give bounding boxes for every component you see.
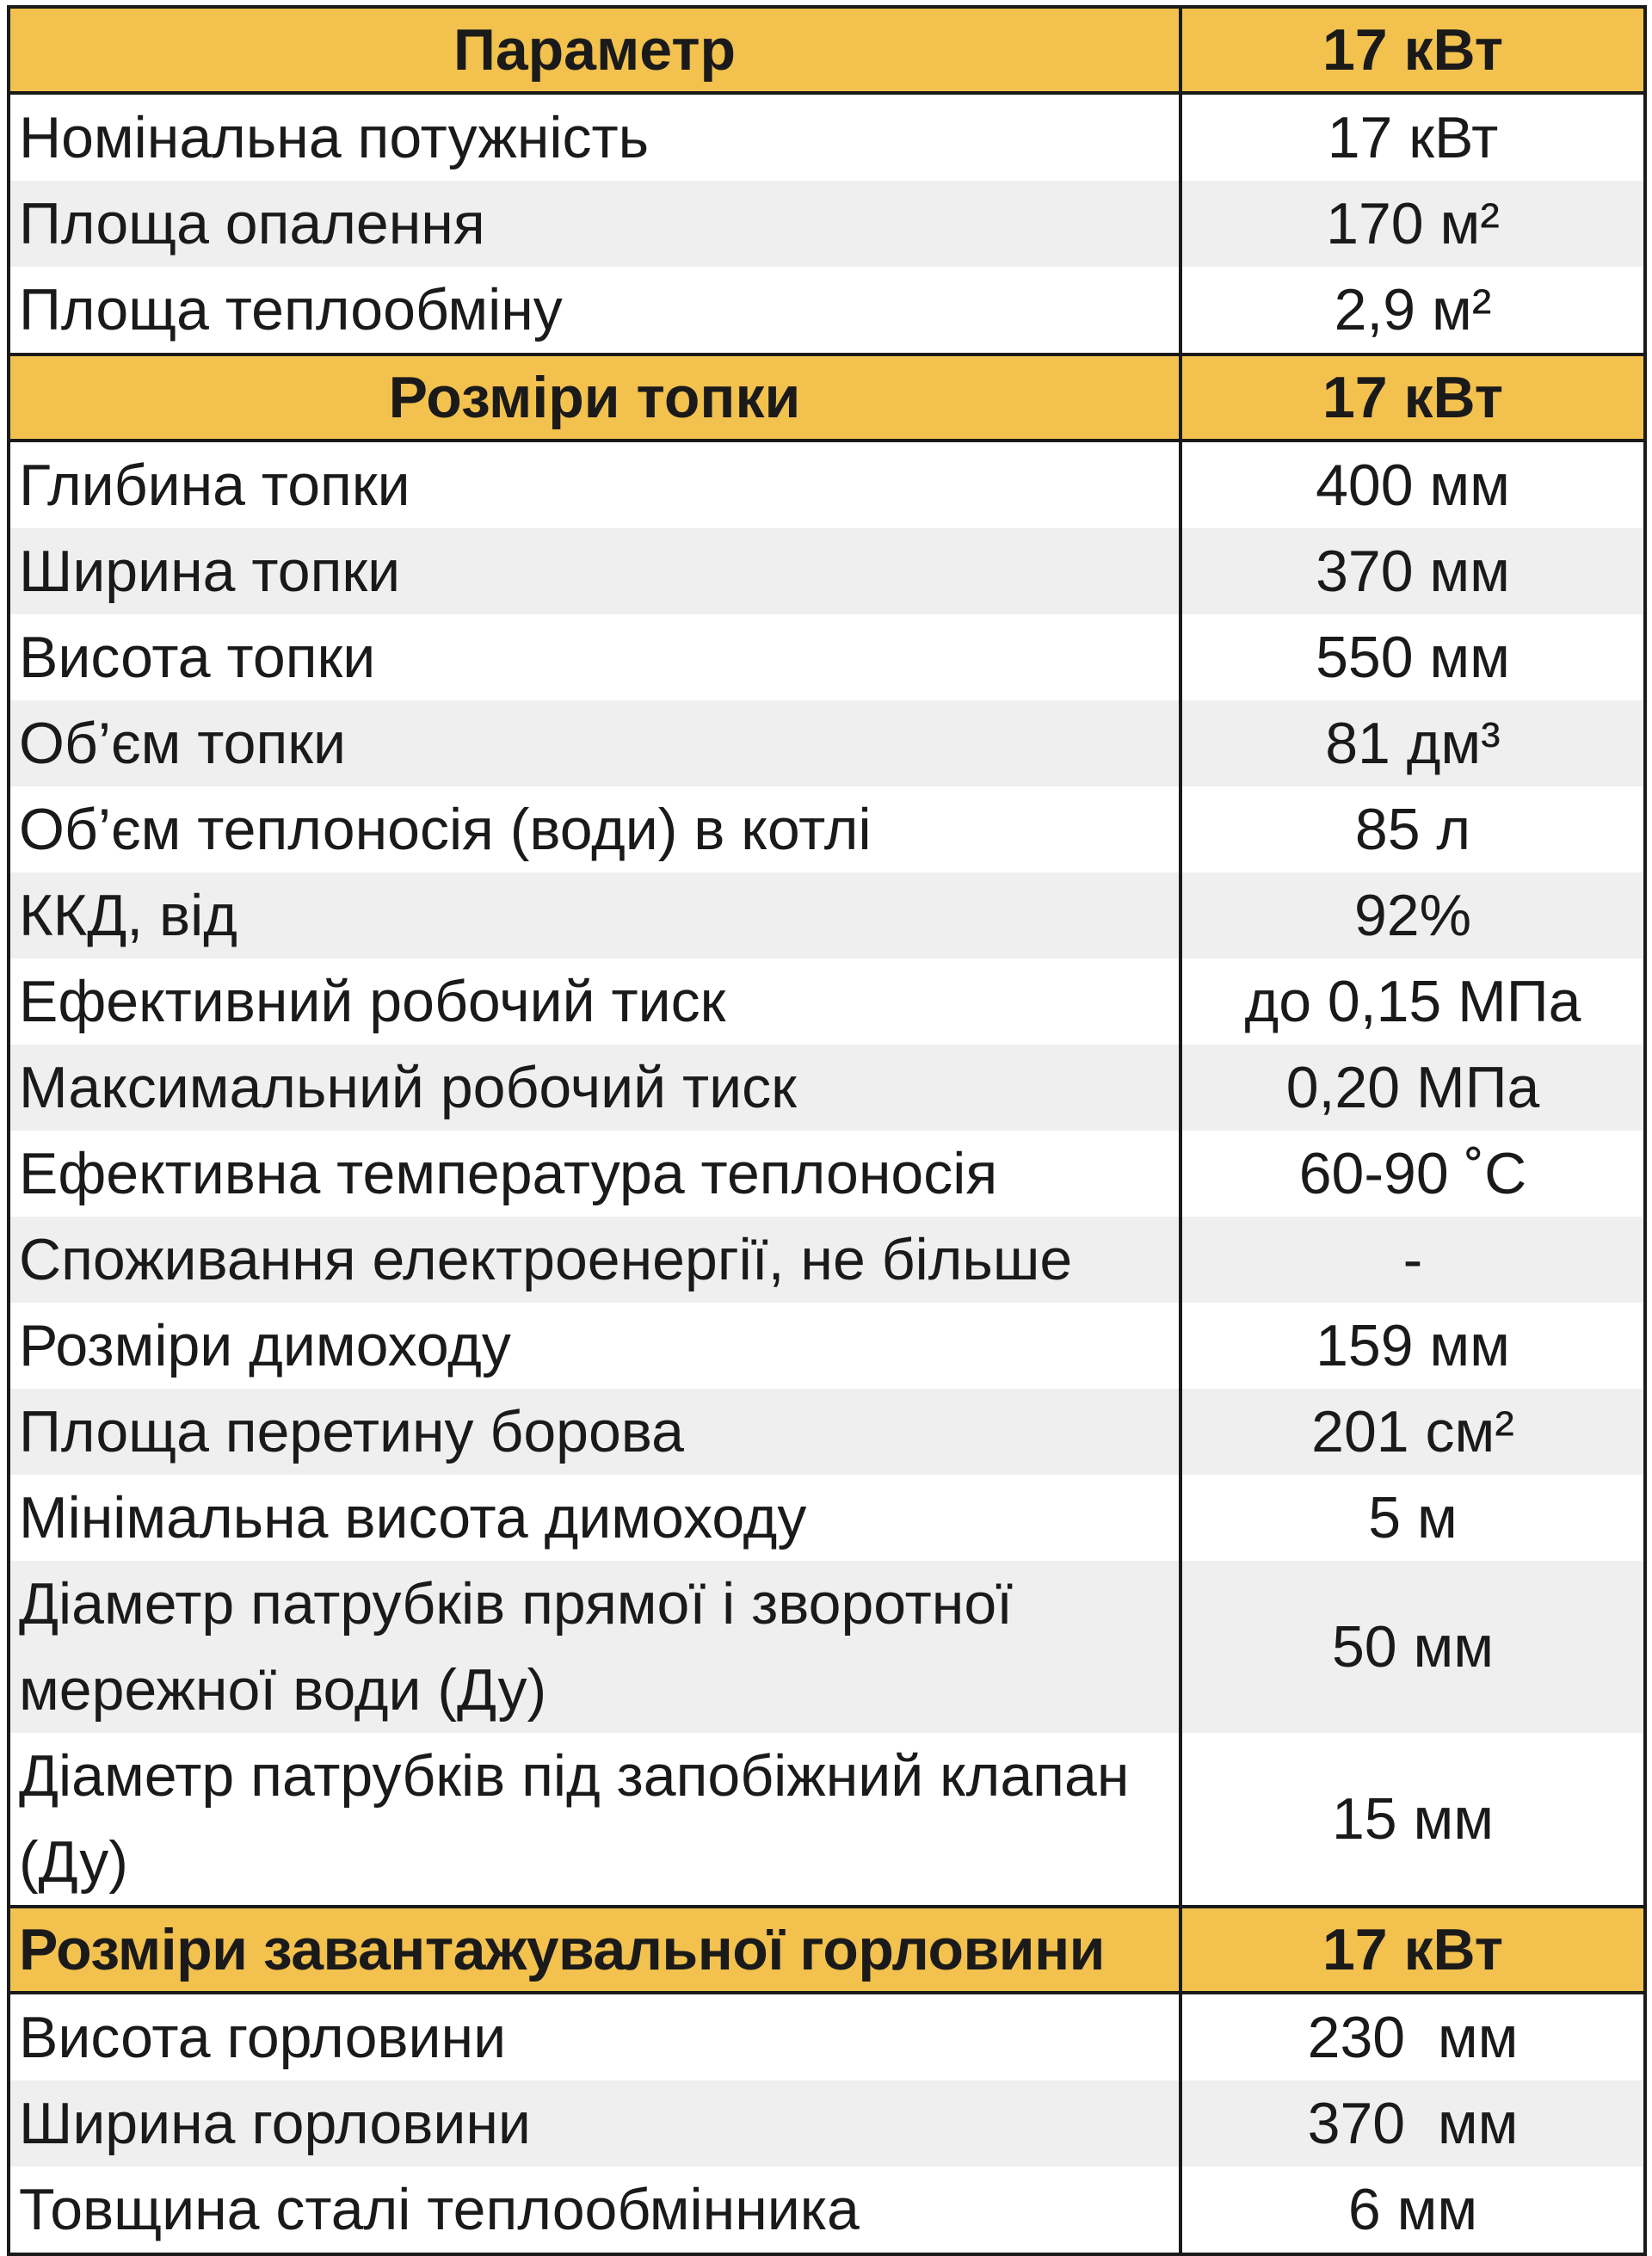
row-label: Діаметр патрубків під запобіжний клапан (Ду) [9, 1733, 1180, 1907]
row-value: - [1180, 1217, 1645, 1303]
row-label: Діаметр патрубків прямої і зворотної мережної води (Ду) [9, 1561, 1180, 1733]
row-value: 170 м² [1180, 181, 1645, 267]
row-label: Мінімальна висота димоходу [9, 1475, 1180, 1561]
row-value: 60-90 ˚С [1180, 1131, 1645, 1217]
spec-table [7, 5, 1647, 2256]
table-row [9, 528, 1645, 614]
section-header-value: 17 кВт [1180, 7, 1645, 93]
section-header-label: Розміри завантажувальної горловини [9, 1907, 1180, 1993]
table-row [9, 1561, 1645, 1733]
row-label: Площа опалення [9, 181, 1180, 267]
table-row [9, 1389, 1645, 1475]
section-header-value: 17 кВт [1180, 1907, 1645, 1993]
table-row [9, 614, 1645, 700]
row-label: Об’єм теплоносія (води) в котлі [9, 786, 1180, 872]
section-header-label: Розміри топки [9, 354, 1180, 441]
row-value: 85 л [1180, 786, 1645, 872]
section-header-value: 17 кВт [1180, 354, 1645, 441]
row-value: 159 мм [1180, 1303, 1645, 1389]
table-row [9, 441, 1645, 528]
row-value: 370 мм [1180, 528, 1645, 614]
table-row [9, 93, 1645, 181]
row-label: Споживання електроенергії, не більше [9, 1217, 1180, 1303]
row-label: Площа перетину борова [9, 1389, 1180, 1475]
row-label: Глибина топки [9, 441, 1180, 528]
table-row [9, 958, 1645, 1045]
row-label: Висота топки [9, 614, 1180, 700]
section-header-firebox [9, 354, 1645, 441]
row-value: 201 см² [1180, 1389, 1645, 1475]
row-label: Номінальна потужність [9, 93, 1180, 181]
row-label: Висота горловини [9, 1993, 1180, 2080]
table-row [9, 786, 1645, 872]
row-value: 6 мм [1180, 2167, 1645, 2254]
table-row [9, 267, 1645, 354]
table-row [9, 700, 1645, 786]
row-value: 400 мм [1180, 441, 1645, 528]
table-row [9, 2167, 1645, 2254]
table-row [9, 181, 1645, 267]
row-value: 0,20 МПа [1180, 1045, 1645, 1131]
section-header-parameter [9, 7, 1645, 93]
row-label: Ширина горловини [9, 2080, 1180, 2167]
spec-table-body [9, 7, 1645, 2254]
row-value: 550 мм [1180, 614, 1645, 700]
row-value: 2,9 м² [1180, 267, 1645, 354]
row-value: 15 мм [1180, 1733, 1645, 1907]
table-row [9, 872, 1645, 958]
row-label: Максимальний робочий тиск [9, 1045, 1180, 1131]
row-value: 230 мм [1180, 1993, 1645, 2080]
table-row [9, 1475, 1645, 1561]
table-row [9, 2080, 1645, 2167]
row-value: 81 дм³ [1180, 700, 1645, 786]
row-value: 50 мм [1180, 1561, 1645, 1733]
table-row [9, 1993, 1645, 2080]
table-row [9, 1045, 1645, 1131]
row-value: до 0,15 МПа [1180, 958, 1645, 1045]
row-value: 17 кВт [1180, 93, 1645, 181]
row-value: 5 м [1180, 1475, 1645, 1561]
row-label: ККД, від [9, 872, 1180, 958]
row-value: 370 мм [1180, 2080, 1645, 2167]
row-label: Ефективна температура теплоносія [9, 1131, 1180, 1217]
row-label: Площа теплообміну [9, 267, 1180, 354]
table-row [9, 1131, 1645, 1217]
row-value: 92% [1180, 872, 1645, 958]
table-row [9, 1733, 1645, 1907]
table-row [9, 1217, 1645, 1303]
row-label: Розміри димоходу [9, 1303, 1180, 1389]
row-label: Товщина сталі теплообмінника [9, 2167, 1180, 2254]
table-row [9, 1303, 1645, 1389]
row-label: Ефективний робочий тиск [9, 958, 1180, 1045]
row-label: Об’єм топки [9, 700, 1180, 786]
row-label: Ширина топки [9, 528, 1180, 614]
section-header-loading-door [9, 1907, 1645, 1993]
section-header-label: Параметр [9, 7, 1180, 93]
